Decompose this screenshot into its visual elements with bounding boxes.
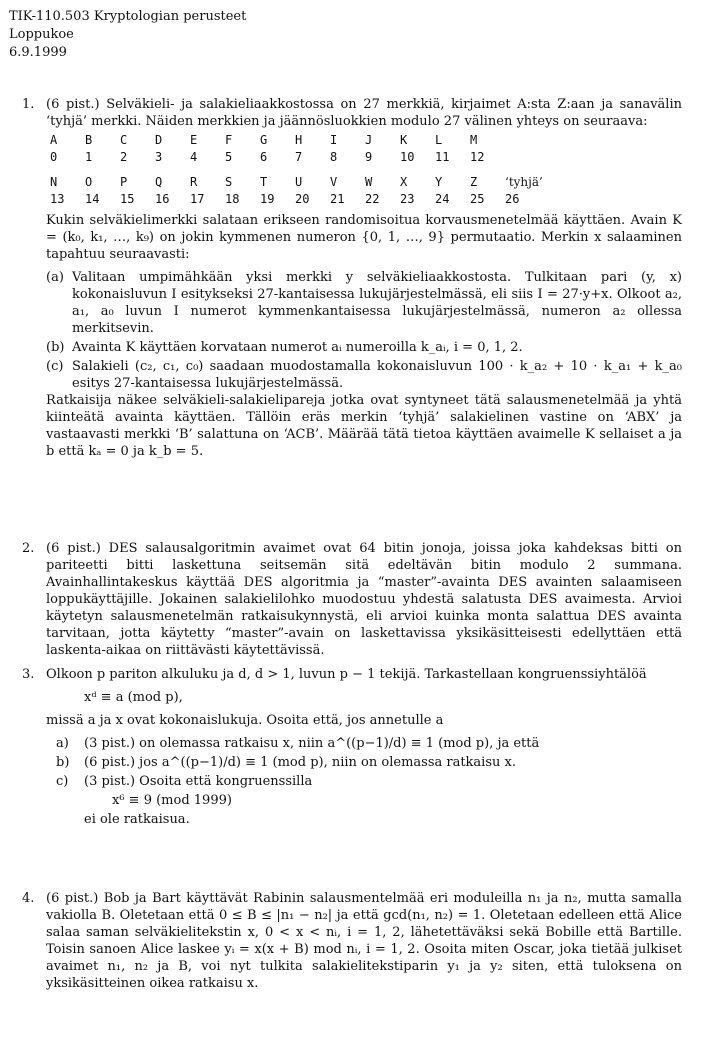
- exam-type: Loppukoe: [9, 27, 74, 42]
- problem-number: 1.: [22, 97, 35, 112]
- exam-header: [9, 8, 246, 62]
- table-row-letters-1: A B C D E F G H I J K L M: [50, 133, 478, 147]
- course-title: TIK-110.503 Kryptologian perusteet: [9, 9, 247, 24]
- problem-1: [22, 96, 682, 460]
- subpart-c: (c) Salakieli (c₂, c₁, c₀) saadaan muodostamalla kokonaisluvun 100 · k_a₂ + 10 · k_a₁ + k_a₀ esitys 27-kantaisessa lukujärjestelmässä.: [46, 359, 682, 391]
- subpart-b: (b) Avainta K käyttäen korvataan numerot aᵢ numeroilla k_aᵢ, i = 0, 1, 2.: [46, 340, 523, 355]
- problem-3-middle: missä a ja x ovat kokonaislukuja. Osoita että, jos annetulle a: [46, 713, 444, 728]
- alphabet-table: [50, 132, 543, 208]
- problem-3-intro: Olkoon p pariton alkuluku ja d, d > 1, luvun p − 1 tekijä. Tarkastellaan kongruenssiyhtälöä: [46, 667, 647, 682]
- problem-number: 3.: [22, 667, 35, 682]
- problem-1-method: Kukin selväkielimerkki salataan erikseen randomisoitua korvausmenetelmää käyttäen. Avain K = (k₀, k₁, …, k₉) on jokin kymmenen numeron {0, 1, …, 9} permutaatio. Merkin x salaaminen tapahtuu seuraavasti:: [46, 213, 682, 262]
- subpart-b: b) (6 pist.) jos a^((p−1)/d) ≡ 1 (mod p), niin on olemassa ratkaisu x.: [56, 755, 516, 770]
- subpart-c: c) (3 pist.) Osoita että kongruenssilla: [56, 774, 313, 789]
- subpart-a: a) (3 pist.) on olemassa ratkaisu x, niin a^((p−1)/d) ≡ 1 (mod p), ja että: [56, 736, 540, 751]
- congruence-equation-2: x⁶ ≡ 9 (mod 1999): [112, 793, 232, 808]
- problem-3-closing: ei ole ratkaisua.: [84, 812, 190, 827]
- problem-2: [22, 540, 682, 659]
- table-row-numbers-1: 0 1 2 3 4 5 6 7 8 9 10 11 12: [50, 150, 485, 164]
- exam-date: 6.9.1999: [9, 45, 67, 60]
- table-row-letters-2: N O P Q R S T U V W X Y Z ‘tyhjä’: [50, 175, 543, 189]
- problem-number: 2.: [22, 541, 35, 556]
- problem-3: [22, 666, 682, 828]
- table-row-numbers-2: 13 14 15 16 17 18 19 20 21 22 23 24 25 26: [50, 192, 520, 206]
- problem-1-closing: Ratkaisija näkee selväkieli-salakielipareja jotka ovat syntyneet tätä salausmenetelmää ja yhtä kiinteätä avainta käyttäen. Tällöin eräs merkin ‘tyhjä’ salakielinen vastine on ‘ABX’ ja vastaavasti merkki ‘B’ salattuna on ‘ACB’. Määrää tätä tietoa käyttäen avaimelle K sellaiset a ja b että kₐ = 0 ja k_b = 5.: [46, 393, 682, 459]
- problem-number: 4.: [22, 891, 35, 906]
- problem-2-text: (6 pist.) DES salausalgoritmin avaimet ovat 64 bitin jonoja, joissa joka kahdeksas bitti on pariteetti bitti laskettuna seitsemän sitä edeltävän bitin modulo 2 summana. Avainhallintakeskus käyttää DES algoritmia ja “master”-avainta DES avainten salaamiseen loppukäyttäjille. Jokainen salakielilohko muodostuu yhdestä salatusta DES avaimesta. Arvioi käytetyn salausmenetelmän ratkaisukynnystä, eli arvioi kuinka monta salattua DES avainta tarvitaan, jotta käytetty “master”-avain on laskettavissa yksikäsitteisesti edellyttäen että laskenta-aikaa on riittävästi käytettävissä.: [46, 541, 682, 658]
- problem-4-text: (6 pist.) Bob ja Bart käyttävät Rabinin salausmentelmää eri moduleilla n₁ ja n₂, mutta samalla vakiolla B. Oletetaan että 0 ≤ B ≤ |n₁ − n₂| ja että gcd(n₁, n₂) = 1. Oletetaan edelleen että Alice salaa saman selväkielitekstin x, 0 < x < nᵢ, i = 1, 2, lähetettäväksi sekä Bobille että Bartille. Toisin sanoen Alice laskee yᵢ = x(x + B) mod nᵢ, i = 1, 2. Osoita miten Oscar, joka tietää julkiset avaimet n₁, n₂ ja B, voi nyt tulkita salakielitekstiparin y₁ ja y₂ siten, että tuloksena on yksikäsitteinen oikea ratkaisu x.: [46, 891, 682, 991]
- congruence-equation: xᵈ ≡ a (mod p),: [84, 690, 183, 705]
- problem-4: [22, 890, 682, 992]
- problem-1-intro: (6 pist.) Selväkieli- ja salakieliaakkostossa on 27 merkkiä, kirjaimet A:sta Z:aan ja sanavälin ‘tyhjä’ merkki. Näiden merkkien ja jäännösluokkien modulo 27 välinen yhteys on seuraava:: [46, 97, 682, 129]
- subpart-a: (a) Valitaan umpimähkään yksi merkki y selväkieliaakkostosta. Tulkitaan pari (y, x) kokonaisluvun I esitykseksi 27-kantaisessa lukujärjestelmässä, eli siis I = 27·y+x. Olkoot a₂, a₁, a₀ luvun I numerot kymmenkantaisessa lukujärjestelmässä, numeron a₂ ollessa merkitsevin.: [46, 270, 682, 336]
